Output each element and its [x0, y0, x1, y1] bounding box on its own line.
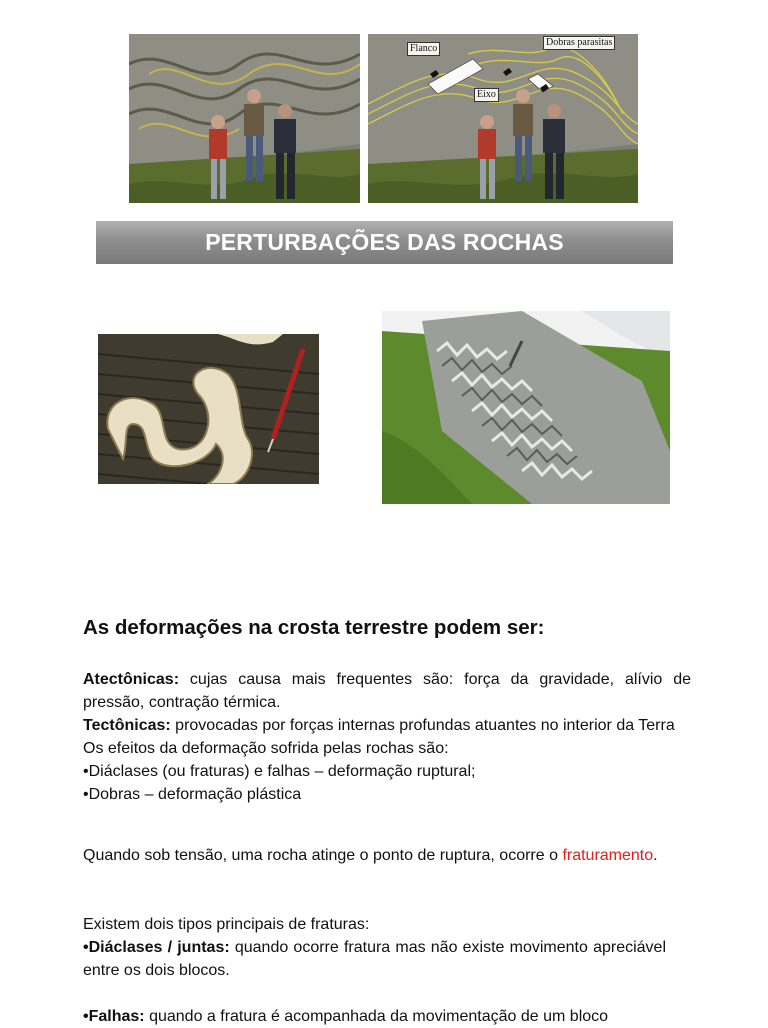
- folded-rock-outcrop-photo: [129, 34, 360, 203]
- ptygmatic-fold-photo: [98, 334, 319, 484]
- diaclases-text: quando ocorre fratura mas não existe movimento apreciável entre os dois blocos.: [83, 939, 666, 979]
- label-eixo: Eixo: [474, 88, 499, 102]
- section-heading: As deformações na crosta terrestre podem ser:: [83, 616, 545, 639]
- label-dobras-parasitas: Dobras parasitas: [543, 36, 615, 50]
- annotated-fold-outcrop-photo: [368, 34, 638, 203]
- photo-divider: [362, 34, 365, 203]
- deformation-types-block: [83, 668, 691, 806]
- fraturamento-highlight: fraturamento: [562, 847, 654, 864]
- folded-schist-outcrop-photo: [382, 311, 670, 504]
- fracture-types-intro: Existem dois tipos principais de fraturas:: [83, 916, 370, 933]
- title-banner: [96, 221, 673, 264]
- tectonicas-text: provocadas por forças internas profundas atuantes no interior da Terra: [170, 717, 675, 734]
- label-flanco: Flanco: [407, 42, 440, 56]
- tectonicas-term: Tectônicas:: [83, 717, 171, 734]
- bullet-diaclases: •Diáclases (ou fraturas) e falhas – deformação ruptural;: [83, 763, 476, 780]
- atectonicas-term: Atectônicas:: [83, 671, 180, 688]
- title-text: PERTURBAÇÕES DAS ROCHAS: [205, 229, 564, 255]
- bullet-dobras: •Dobras – deformação plástica: [83, 786, 302, 803]
- atectonicas-text: cujas causa mais frequentes são: força da gravidade, alívio de pressão, contração térmica.: [83, 671, 691, 711]
- fracture-text: Quando sob tensão, uma rocha atinge o ponto de ruptura, ocorre o: [83, 847, 563, 864]
- efeitos-line: Os efeitos da deformação sofrida pelas rochas são:: [83, 740, 449, 757]
- falhas-term: •Falhas:: [83, 1008, 145, 1025]
- diaclases-term: •Diáclases / juntas:: [83, 939, 230, 956]
- fracture-end: .: [653, 847, 658, 864]
- fracture-paragraph: [83, 844, 666, 867]
- falhas-text: quando a fratura é acompanhada da movimentação de um bloco: [144, 1008, 609, 1025]
- fracture-types-block: [83, 913, 666, 1028]
